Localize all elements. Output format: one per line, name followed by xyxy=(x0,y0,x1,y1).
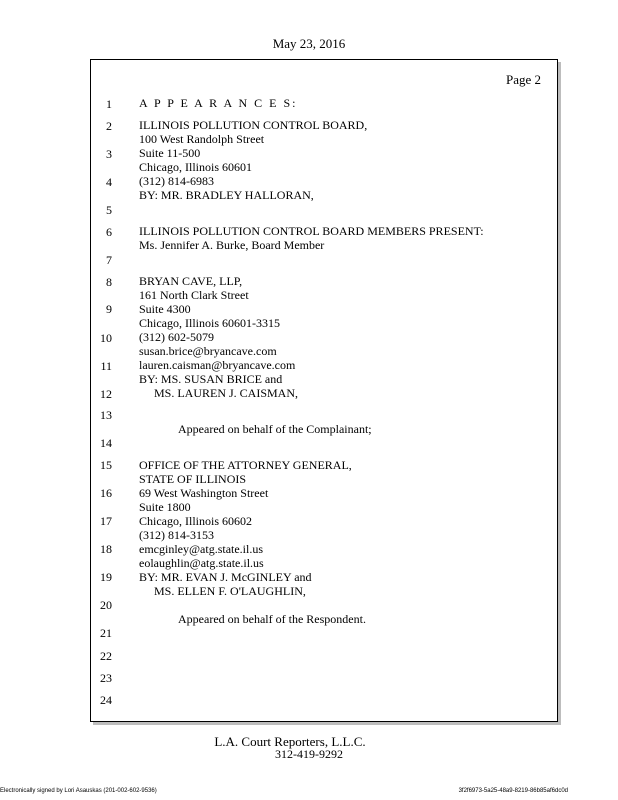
ag-appeared-note: Appeared on behalf of the Respondent. xyxy=(178,612,366,626)
bc-city: Chicago, Illinois 60601-3315 xyxy=(139,316,280,330)
footer-company-text: L.A. Court Reporters, L.L.C. xyxy=(214,734,366,749)
ipcb-suite: Suite 11-500 xyxy=(139,146,201,160)
bc-name: BRYAN CAVE, LLP, xyxy=(139,274,243,288)
bc-suite: Suite 4300 xyxy=(139,302,191,316)
ipcb-city: Chicago, Illinois 60601 xyxy=(139,160,252,174)
line-number: 11 xyxy=(100,359,112,373)
line-number: 16 xyxy=(100,486,112,500)
ipcb-by: BY: MR. BRADLEY HALLORAN, xyxy=(139,188,314,202)
bc-appeared-note: Appeared on behalf of the Complainant; xyxy=(178,422,372,436)
bc-by: BY: MS. SUSAN BRICE and xyxy=(139,372,283,386)
appearances-heading: A P P E A R A N C E S: xyxy=(139,96,298,110)
date-header: May 23, 2016 xyxy=(272,36,346,51)
document-id: 3f2f6973-5a25-48a9-8219-86b85af6dc0d xyxy=(458,788,568,794)
line-number: 1 xyxy=(106,97,112,111)
ag-by-continued: MS. ELLEN F. O'LAUGHLIN, xyxy=(154,584,306,598)
members-present-heading: ILLINOIS POLLUTION CONTROL BOARD MEMBERS PRESENT: xyxy=(139,224,484,238)
ag-phone: (312) 814-3153 xyxy=(139,528,214,542)
line-number: 2 xyxy=(106,119,112,133)
line-number: 17 xyxy=(100,514,112,528)
line-number: 8 xyxy=(106,275,112,289)
bc-email-caisman: lauren.caisman@bryancave.com xyxy=(139,358,296,372)
ipcb-phone: (312) 814-6983 xyxy=(139,174,214,188)
line-number: 19 xyxy=(100,570,112,584)
line-number: 20 xyxy=(100,598,112,612)
line-number: 3 xyxy=(106,147,112,161)
line-number: 9 xyxy=(106,302,112,316)
bc-email-brice: susan.brice@bryancave.com xyxy=(139,344,277,358)
line-number: 10 xyxy=(100,331,112,345)
ag-email-mcginley: emcginley@atg.state.il.us xyxy=(139,542,264,556)
member-burke: Ms. Jennifer A. Burke, Board Member xyxy=(139,238,325,252)
line-number: 24 xyxy=(100,693,112,707)
line-number: 15 xyxy=(100,458,112,472)
bc-street: 161 North Clark Street xyxy=(139,288,249,302)
line-number: 6 xyxy=(106,225,112,239)
footer-phone: 312-419-9292 xyxy=(275,747,343,761)
ag-street: 69 West Washington Street xyxy=(139,486,269,500)
ag-name: OFFICE OF THE ATTORNEY GENERAL, xyxy=(139,458,352,472)
ipcb-street: 100 West Randolph Street xyxy=(139,132,265,146)
page-number: Page 2 xyxy=(505,72,541,87)
line-number: 4 xyxy=(106,175,112,189)
line-number: 12 xyxy=(100,387,112,401)
line-number: 14 xyxy=(100,436,112,450)
line-number: 23 xyxy=(100,671,112,685)
transcript-page xyxy=(90,59,558,722)
ipcb-name: ILLINOIS POLLUTION CONTROL BOARD, xyxy=(139,118,368,132)
ag-by: BY: MR. EVAN J. McGINLEY and xyxy=(139,570,312,584)
line-number: 5 xyxy=(106,203,112,217)
line-number: 18 xyxy=(100,542,112,556)
line-number: 22 xyxy=(100,649,112,663)
ag-suite: Suite 1800 xyxy=(139,500,191,514)
bc-phone: (312) 602-5079 xyxy=(139,330,214,344)
bc-by-continued: MS. LAUREN J. CAISMAN, xyxy=(154,386,299,400)
e-signature-note: Electronically signed by Lori Asauskas (201-002-602-9536) xyxy=(0,788,157,794)
ag-email-olaughlin: eolaughlin@atg.state.il.us xyxy=(139,556,264,570)
line-number: 7 xyxy=(106,253,112,267)
line-number: 13 xyxy=(100,408,112,422)
ag-city: Chicago, Illinois 60602 xyxy=(139,514,252,528)
ag-state: STATE OF ILLINOIS xyxy=(139,472,247,486)
line-number: 21 xyxy=(100,626,112,640)
